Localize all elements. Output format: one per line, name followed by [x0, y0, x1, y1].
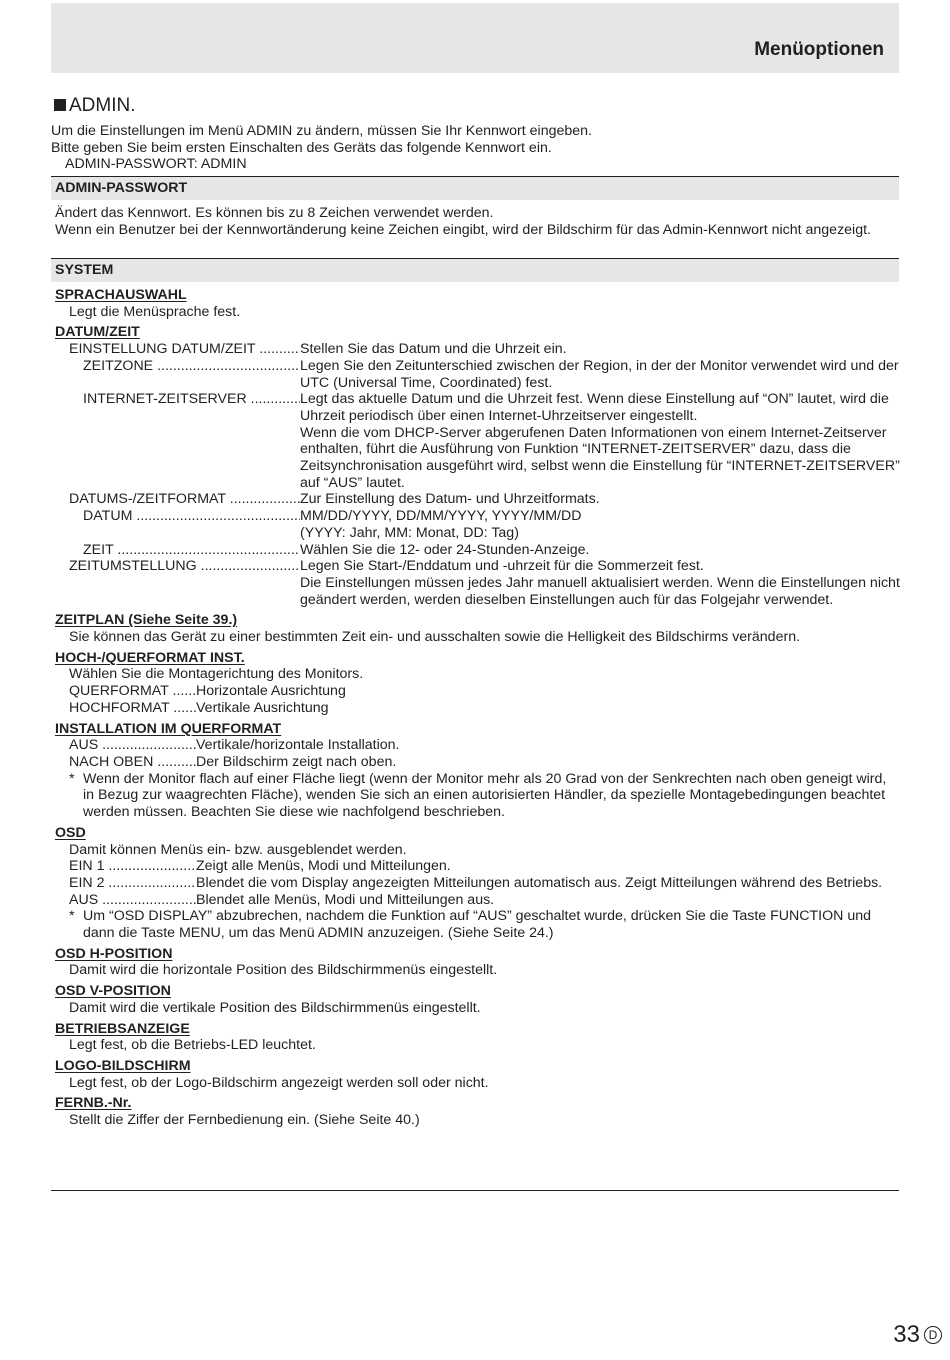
list-item: [55, 892, 900, 909]
item-value: Vertikale Ausrichtung: [196, 699, 329, 716]
betriebsanzeige-desc: Legt fest, ob die Betriebs-LED leuchtet.: [69, 1037, 316, 1054]
band-system: SYSTEM: [51, 258, 899, 282]
row-label: INTERNET-ZEITSERVER .....: [55, 391, 300, 491]
admin-passwort-line: Ändert das Kennwort. Es können bis zu 8 Zeichen verwendet werden.: [55, 205, 494, 221]
logo-desc: Legt fest, ob der Logo-Bildschirm angezeigt werden soll oder nicht.: [69, 1074, 489, 1091]
sub-osd-h-position: OSD H-POSITION: [55, 945, 173, 962]
table-row: [55, 491, 900, 508]
note-mark: *: [69, 770, 75, 787]
item-key: EIN 1 .....: [69, 858, 196, 875]
language-badge: D: [924, 1326, 942, 1344]
list-item: [55, 683, 900, 700]
header-title: Menüoptionen: [754, 39, 884, 60]
list-item: [55, 754, 900, 771]
table-row: [55, 358, 900, 391]
bottom-rule: [51, 1190, 899, 1191]
row-text: MM/DD/YYYY, DD/MM/YYYY, YYYY/MM/DD: [300, 508, 582, 525]
osd-note: [55, 908, 900, 941]
sprachauswahl-desc: Legt die Menüsprache fest.: [69, 303, 241, 320]
datum-zeit-table: [55, 341, 900, 608]
note-mark: *: [69, 908, 75, 925]
item-value: Vertikale/horizontale Installation.: [196, 737, 400, 754]
note-text: Um “OSD DISPLAY” abzubrechen, nachdem die Funktion auf “AUS” geschaltet wurde, drücken Sie die Taste FUNCTION und dann die Taste MENU, um das Menü ADMIN anzuzeigen. (Siehe Seite 24.): [83, 908, 872, 942]
sub-hochquer: HOCH-/QUERFORMAT INST.: [55, 649, 245, 666]
page-number: 33: [893, 1321, 920, 1348]
list-item: [55, 737, 900, 754]
sub-betriebsanzeige: BETRIEBSANZEIGE: [55, 1020, 190, 1037]
row-text: Legen Sie den Zeitunterschied zwischen der Region, in der der Monitor verwendet wird und der UTC (Universal Time, Coordinated) fest.: [300, 357, 899, 391]
osd-desc: Damit können Menüs ein- bzw. ausgeblendet werden.: [69, 841, 407, 858]
item-key: AUS .....: [69, 737, 196, 754]
row-text: Wählen Sie die 12- oder 24-Stunden-Anzeige.: [300, 541, 590, 558]
sub-datum-zeit: DATUM/ZEIT: [55, 324, 140, 341]
section-title: ADMIN.: [69, 95, 136, 116]
sub-sprachauswahl: SPRACHAUSWAHL: [55, 287, 187, 303]
row-extra: Die Einstellungen müssen jedes Jahr manuell aktualisiert werden. Wenn die Einstellungen nicht geändert werden, werden dieselben Einstellungen auch für das Folgejahr verwendet.: [300, 574, 900, 608]
intro-text: [51, 123, 901, 173]
intro-line: Bitte geben Sie beim ersten Einschalten des Geräts das folgende Kennwort ein.: [51, 139, 552, 156]
page-header: [51, 3, 899, 73]
sub-osd-v-position: OSD V-POSITION: [55, 983, 171, 1000]
osd-h-desc: Damit wird die horizontale Position des Bildschirmmenüs eingestellt.: [69, 962, 498, 979]
row-text: Legen Sie Start-/Enddatum und -uhrzeit für die Sommerzeit fest.: [300, 558, 704, 575]
table-row: [55, 341, 900, 358]
table-row: [55, 542, 900, 559]
admin-passwort-line: Wenn ein Benutzer bei der Kennwortänderung keine Zeichen eingibt, wird der Bildschirm für das Admin-Kennwort nicht angezeigt.: [55, 221, 871, 238]
admin-passwort-body: [55, 205, 900, 238]
row-text: Stellen Sie das Datum und die Uhrzeit ein.: [300, 341, 567, 358]
sub-installation: INSTALLATION IM QUERFORMAT: [55, 720, 282, 737]
item-value: Blendet die vom Display angezeigten Mitteilungen automatisch aus. Zeigt Mitteilungen während des Betriebs.: [196, 874, 883, 891]
item-value: Horizontale Ausrichtung: [196, 683, 346, 700]
item-key: QUERFORMAT .....: [69, 683, 196, 700]
item-key: HOCHFORMAT .....: [69, 700, 196, 717]
table-row: [55, 558, 900, 608]
sub-fernb-nr: FERNB.-Nr.: [55, 1095, 132, 1112]
row-text-group: [300, 558, 900, 608]
row-extra: Wenn die vom DHCP-Server abgerufenen Daten Informationen von einem Internet-Zeitserver enthalten, führt die Ausführung von Funktion “INTERNET-ZEITSERVER” dazu, dass die Zeitsynchronisation ausgeführt wird, selbst wenn die Einstellung für “INTERNET-ZEITSERVER” auf “AUS” lautet.: [300, 424, 900, 491]
row-label: ZEITZONE .....: [55, 358, 300, 391]
row-text: Zur Einstellung des Datum- und Uhrzeitformats.: [300, 491, 600, 508]
hochquer-desc: Wählen Sie die Montagerichtung des Monitors.: [69, 666, 364, 683]
item-value: Zeigt alle Menüs, Modi und Mitteilungen.: [196, 858, 451, 875]
table-row: [55, 391, 900, 491]
list-item: [55, 858, 900, 875]
system-body: [55, 287, 900, 1129]
row-extra: (YYYY: Jahr, MM: Monat, DD: Tag): [300, 524, 519, 541]
item-value: Der Bildschirm zeigt nach oben.: [196, 753, 397, 770]
sub-osd: OSD: [55, 824, 86, 841]
table-row: [55, 508, 900, 541]
row-label: DATUMS-/ZEITFORMAT .....: [55, 491, 300, 508]
item-key: EIN 2 .....: [69, 875, 196, 892]
sub-zeitplan: ZEITPLAN (Siehe Seite 39.): [55, 612, 238, 629]
note-text: Wenn der Monitor flach auf einer Fläche liegt (wenn der Monitor mehr als 20 Grad von der Senkrechten nach oben geneigt wird, in Bezug zur waagrechten Fläche), wenden Sie sich an einen autorisierten Händler, da spezielle Montagebedingungen beachtet werden müssen. Beachten Sie diese wie nachfolgend beschrieben.: [83, 770, 887, 821]
item-key: AUS .....: [69, 892, 196, 909]
row-label: DATUM .....: [55, 508, 300, 541]
sub-logo-bildschirm: LOGO-BILDSCHIRM: [55, 1057, 191, 1074]
band-admin-passwort: ADMIN-PASSWORT: [51, 176, 899, 200]
intro-line: Um die Einstellungen im Menü ADMIN zu ändern, müssen Sie Ihr Kennwort eingeben.: [51, 123, 592, 139]
item-value: Blendet alle Menüs, Modi und Mitteilungen aus.: [196, 891, 495, 908]
row-text-group: [300, 508, 900, 541]
installation-note: [55, 771, 900, 821]
row-text-group: [300, 391, 900, 491]
section-heading: [54, 95, 136, 117]
list-item: [55, 700, 900, 717]
intro-password: ADMIN-PASSWORT: ADMIN: [65, 156, 247, 173]
row-text: Legt das aktuelle Datum und die Uhrzeit fest. Wenn diese Einstellung auf “ON” lautet, wird die Uhrzeit periodisch über einen Internet-Uhrzeitserver eingestellt.: [300, 391, 889, 424]
square-bullet-icon: [54, 99, 66, 111]
list-item: [55, 875, 900, 892]
item-key: NACH OBEN .....: [69, 754, 196, 771]
row-label: ZEITUMSTELLUNG .....: [55, 558, 300, 608]
row-label: ZEIT .....: [55, 542, 300, 559]
fernb-desc: Stellt die Ziffer der Fernbedienung ein. (Siehe Seite 40.): [69, 1112, 420, 1129]
row-label: EINSTELLUNG DATUM/ZEIT .....: [55, 341, 300, 358]
zeitplan-desc: Sie können das Gerät zu einer bestimmten Zeit ein- und ausschalten sowie die Helligkeit des Bildschirms verändern.: [69, 629, 801, 646]
osd-v-desc: Damit wird die vertikale Position des Bildschirmmenüs eingestellt.: [69, 999, 481, 1016]
